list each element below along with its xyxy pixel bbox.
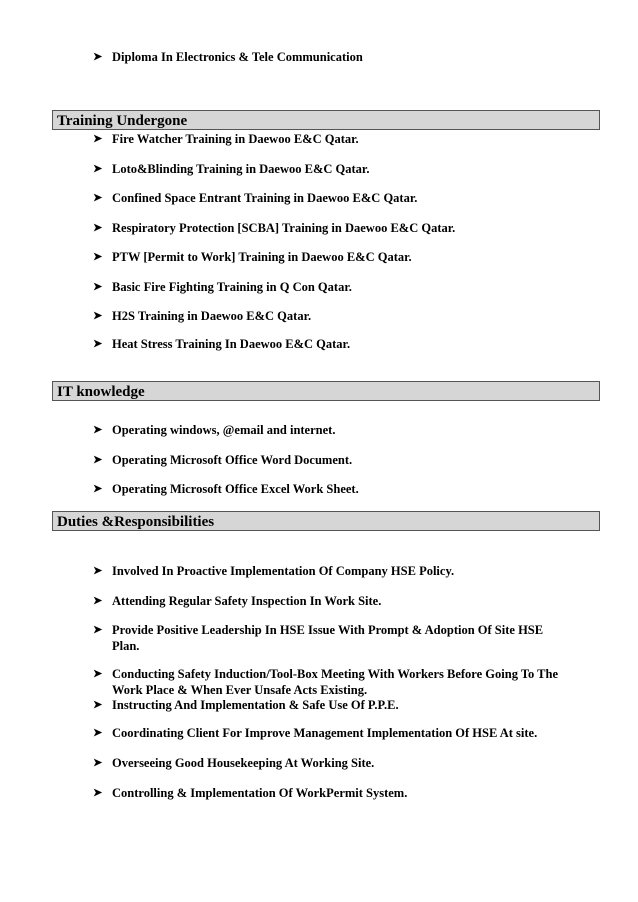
list-item: ➤ Controlling & Implementation Of WorkPermit System. [93,786,408,800]
list-item [93,49,573,65]
arrow-bullet-icon: ➤ [93,668,103,680]
list-item: ➤ Basic Fire Fighting Training in Q Con Qatar. [93,280,352,294]
list-item: ➤ Operating Microsoft Office Excel Work Sheet. [93,482,359,496]
arrow-bullet-icon: ➤ [93,251,103,263]
list-item: ➤ Confined Space Entrant Training in Daewoo E&C Qatar. [93,191,418,205]
arrow-bullet-icon: ➤ [93,699,103,711]
list-item: ➤ Provide Positive Leadership In HSE Issue With Prompt & Adoption Of Site HSE Plan. [93,623,544,653]
list-item: ➤ PTW [Permit to Work] Training in Daewoo E&C Qatar. [93,250,412,264]
arrow-bullet-icon: ➤ [93,727,103,739]
list-item: ➤ Operating Microsoft Office Word Document. [93,453,353,467]
list-item: ➤ Attending Regular Safety Inspection In Work Site. [93,594,382,608]
arrow-bullet-icon: ➤ [93,483,103,495]
arrow-bullet-icon: ➤ [93,281,103,293]
arrow-bullet-icon: ➤ [93,757,103,769]
arrow-bullet-icon: ➤ [93,133,103,145]
list-item: ➤ Heat Stress Training In Daewoo E&C Qatar. [93,337,351,351]
arrow-bullet-icon: ➤ [93,192,103,204]
list-item: ➤ Involved In Proactive Implementation Of Company HSE Policy. [93,564,455,578]
arrow-bullet-icon: ➤ [93,424,103,436]
arrow-bullet-icon: ➤ [93,222,103,234]
arrow-bullet-icon: ➤ [93,310,103,322]
arrow-bullet-icon: ➤ [93,787,103,799]
arrow-bullet-icon: ➤ [93,624,103,636]
arrow-bullet-icon: ➤ [93,454,103,466]
list-item: ➤ H2S Training in Daewoo E&C Qatar. [93,309,312,323]
list-item: ➤ Respiratory Protection [SCBA] Training in Daewoo E&C Qatar. [93,221,456,235]
list-item: ➤ Conducting Safety Induction/Tool-Box Meeting With Workers Before Going To The Work Place & When Ever Unsafe Acts Existing. [93,667,559,697]
education-item: Diploma In Electronics & Tele Communication [112,50,363,64]
arrow-bullet-icon: ➤ [93,595,103,607]
arrow-bullet-icon: ➤ [93,51,103,63]
list-item: ➤ Fire Watcher Training in Daewoo E&C Qatar. [93,132,359,146]
arrow-bullet-icon: ➤ [93,163,103,175]
arrow-bullet-icon: ➤ [93,565,103,577]
section-heading-training: Training Undergone [52,110,600,130]
list-item: ➤ Overseeing Good Housekeeping At Working Site. [93,756,375,770]
list-item: ➤ Coordinating Client For Improve Management Implementation Of HSE At site. [93,726,538,740]
list-item: ➤ Instructing And Implementation & Safe Use Of P.P.E. [93,698,399,712]
list-item: ➤ Loto&Blinding Training in Daewoo E&C Qatar. [93,162,370,176]
arrow-bullet-icon: ➤ [93,338,103,350]
section-heading-it: IT knowledge [52,381,600,401]
section-heading-duties: Duties &Responsibilities [52,511,600,531]
list-item: ➤ Operating windows, @email and internet. [93,423,336,437]
